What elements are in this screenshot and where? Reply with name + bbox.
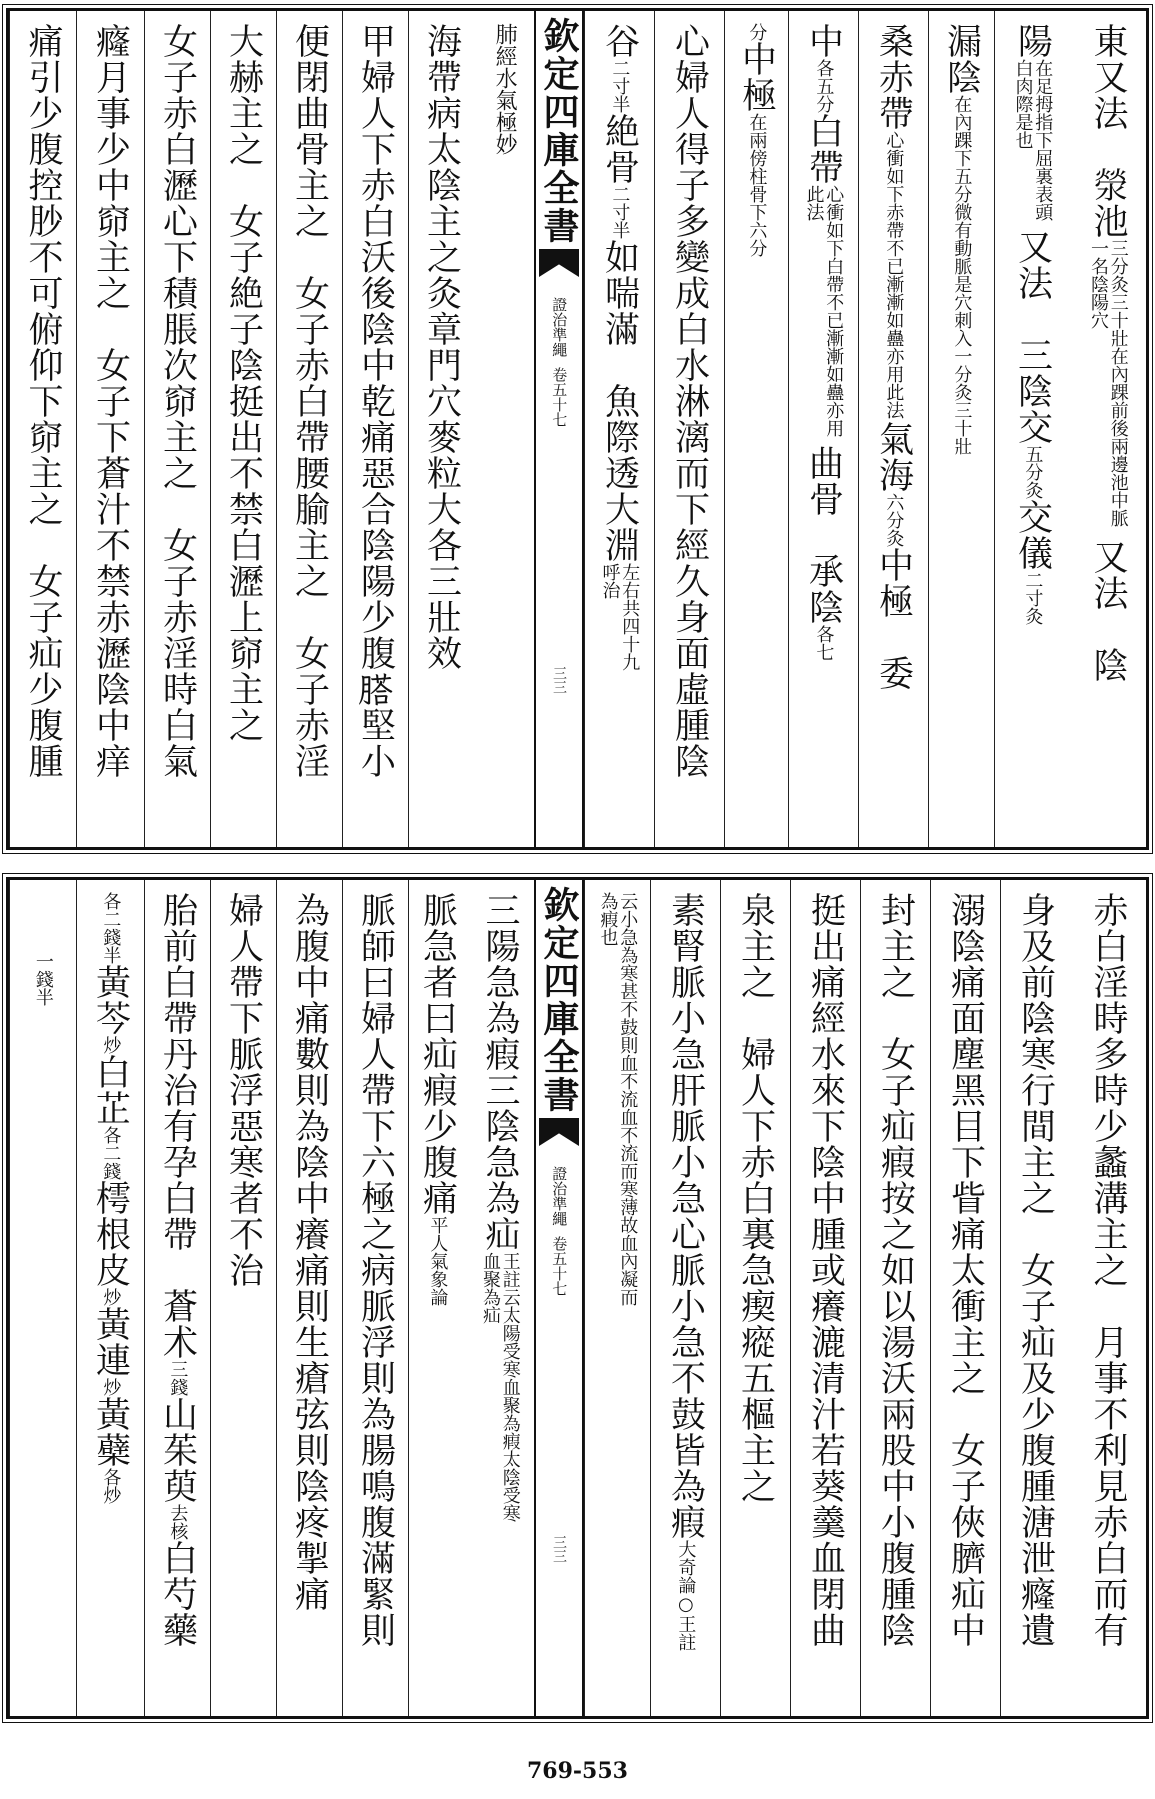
- column-main-text: 如喘滿 魚際透大淵: [599, 239, 640, 563]
- column-main-text: 女子赤白瀝心下積脹次窌主之 女子赤淫時白氣: [157, 23, 198, 779]
- column-main-text: 心婦人得子多變成白水淋漓而下經久身面虛腫陰: [669, 23, 710, 779]
- column-main-text: 氣海: [873, 421, 914, 493]
- text-column: [210, 880, 276, 1716]
- column-annotation: 二寸灸: [1022, 571, 1044, 625]
- column-annotation: 分: [746, 23, 768, 41]
- column-main-text: 又法 三陰交: [1012, 229, 1053, 445]
- column-annotation: 心衝如下白帶不已漸漸如蠱亦用此法: [803, 185, 845, 437]
- column-main-text: 為腹中痛數則為陰中癢痛則生瘡弦則陰疼掣痛: [289, 892, 330, 1612]
- fishtail-mark-icon: [539, 1118, 579, 1146]
- column-annotation: 各七: [813, 625, 835, 661]
- column-main-text: 痛引少腹控䏚不可俯仰下窌主之 女子疝少腹腫: [23, 23, 63, 779]
- volume-label: 卷五十七: [550, 367, 569, 427]
- top-page-panel: [6, 8, 1149, 850]
- text-column: [860, 880, 930, 1716]
- column-main-text: 脈急者曰疝瘕少腹痛: [417, 892, 458, 1216]
- column-main-text: 又法 陰: [1088, 539, 1128, 683]
- column-main-text: 山茱萸: [157, 1396, 198, 1504]
- column-annotation: 在內踝下五分微有動脈是穴刺入一分灸三十壯: [951, 95, 973, 455]
- text-column: [276, 11, 342, 847]
- text-column: [650, 880, 720, 1716]
- text-column: [654, 11, 724, 847]
- column-annotation: 二寸半: [609, 185, 631, 239]
- column-main-text: 白芍藥: [157, 1540, 198, 1648]
- column-annotation: 各二錢半: [100, 892, 122, 964]
- column-annotation: 二寸半: [609, 59, 631, 113]
- column-annotation: 炒: [100, 1378, 122, 1396]
- column-annotation: 三分灸三十壯在內踝前後兩邊池中脈一名陰陽穴: [1088, 239, 1129, 527]
- column-annotation: 心衝如下赤帶不已漸漸如蠱亦用此法: [883, 131, 905, 419]
- text-column: [276, 880, 342, 1716]
- column-annotation: 在兩傍柱骨下六分: [746, 113, 768, 257]
- column-main-text: 谷: [599, 23, 640, 59]
- column-annotation: 大奇論○王註: [675, 1540, 697, 1651]
- column-annotation: 五分灸: [1022, 445, 1044, 499]
- column-annotation: 云小急為寒甚不鼓則血不流血不流而寒薄故血內凝而為瘕也: [597, 892, 639, 1306]
- book-subtitle: 證治準繩: [550, 297, 569, 357]
- column-annotation: 各五分: [813, 59, 835, 113]
- text-column: [1000, 880, 1070, 1716]
- column-annotation: 各二錢: [100, 1126, 122, 1180]
- fishtail-mark-icon: [539, 249, 579, 277]
- column-main-text: 素腎脈小急肝脈小急心脈小急不鼓皆為瘕: [665, 892, 706, 1540]
- column-main-text: 東又法 滎池: [1088, 23, 1128, 239]
- text-column: [9, 880, 76, 1716]
- text-column: [584, 11, 654, 847]
- column-annotation: 三錢: [167, 1360, 189, 1396]
- text-column: [994, 11, 1070, 847]
- column-main-text: 漏陰: [941, 23, 982, 95]
- column-main-text: 曲骨 承陰: [803, 445, 844, 625]
- column-main-text: 白帶: [803, 113, 844, 185]
- column-main-text: 海帶病太陰主之灸章門穴麥粒大各三壯效: [421, 23, 462, 671]
- column-main-text: 絶骨: [599, 113, 640, 185]
- column-main-text: 溺陰痛面塵黑目下眥痛太衝主之 女子俠臍疝中: [945, 892, 986, 1648]
- text-column: [724, 11, 788, 847]
- column-main-text: 封主之 女子疝瘕按之如以湯沃兩股中小腹腫陰: [875, 892, 916, 1648]
- column-main-text: 脈師曰婦人帶下六極之病脈浮則為腸鳴腹滿緊則: [355, 892, 396, 1648]
- text-column: [342, 880, 408, 1716]
- text-column: [342, 11, 408, 847]
- column-main-text: 身及前陰寒行間主之 女子疝及少腹腫溏泄癃遺: [1015, 892, 1056, 1648]
- text-column: [210, 11, 276, 847]
- text-column: [584, 880, 650, 1716]
- column-main-text: 胎前白帶丹治有孕白帶 蒼术: [157, 892, 198, 1360]
- column-annotation: 在足拇指下屈裏表頭白肉際是也: [1012, 59, 1054, 221]
- text-column: [474, 11, 534, 847]
- text-column: [408, 880, 466, 1716]
- text-column: [76, 880, 144, 1716]
- column-main-text: 婦人帶下脈浮惡寒者不治: [223, 892, 264, 1288]
- text-column: [144, 11, 210, 847]
- leaf-number: 三三: [551, 1535, 567, 1563]
- column-main-text: 黃蘗: [90, 1396, 131, 1468]
- book-title: 欽定四庫全書: [538, 17, 580, 245]
- column-annotation: 各炒: [100, 1468, 122, 1504]
- text-column: [928, 11, 994, 847]
- leaf-number: 三三: [551, 666, 567, 694]
- column-main-text: 黃芩: [90, 964, 131, 1036]
- text-column: [1070, 880, 1146, 1716]
- column-main-text: 陽: [1012, 23, 1053, 59]
- center-band: [534, 880, 584, 1716]
- column-main-text: 中極 委: [873, 547, 914, 691]
- column-annotation: 去核: [167, 1504, 189, 1540]
- text-column: [720, 880, 790, 1716]
- book-subtitle: 證治準繩: [550, 1166, 569, 1226]
- column-main-text: 交儀: [1012, 499, 1053, 571]
- center-band: [534, 11, 584, 847]
- column-main-text: 白芷: [90, 1054, 131, 1126]
- volume-label: 卷五十七: [550, 1236, 569, 1296]
- column-annotation: 王註云太陽受寒血聚為瘕太陰受寒血聚為疝: [480, 1252, 521, 1522]
- column-main-text: 大赫主之 女子絶子陰挺出不禁白瀝上窌主之: [223, 23, 264, 743]
- text-column: [76, 11, 144, 847]
- page-number: 769-553: [527, 1758, 628, 1784]
- column-main-text: 挺出痛經水來下陰中腫或癢漉清汁若葵羹血閉曲: [805, 892, 846, 1648]
- text-column: [408, 11, 474, 847]
- column-annotation: 肺經水氣極妙: [492, 23, 518, 155]
- column-main-text: 桑赤帶: [873, 23, 914, 131]
- column-main-text: 赤白淫時多時少蠡溝主之 月事不利見赤白而有: [1088, 892, 1128, 1648]
- column-main-text: 中: [803, 23, 844, 59]
- text-column: [858, 11, 928, 847]
- column-main-text: 甲婦人下赤白沃後陰中乾痛惡合陰陽少腹𦞂堅小: [355, 23, 396, 779]
- column-main-text: 黃連: [90, 1306, 131, 1378]
- column-annotation: 炒: [100, 1288, 122, 1306]
- column-main-text: 便閉曲骨主之 女子赤白帶腰腧主之 女子赤淫: [289, 23, 330, 779]
- text-column: [790, 880, 860, 1716]
- text-column: [144, 880, 210, 1716]
- column-main-text: 泉主之 婦人下赤白裏急瘈瘲五樞主之: [735, 892, 776, 1504]
- column-annotation: 六分灸: [883, 493, 905, 547]
- text-column: [1070, 11, 1146, 847]
- text-column: [9, 11, 76, 847]
- column-main-text: 癃月事少中窌主之 女子下蒼汁不禁赤瀝陰中痒: [90, 23, 131, 779]
- column-annotation: 一錢半: [32, 952, 54, 1006]
- text-column: [930, 880, 1000, 1716]
- column-main-text: 三陽急為瘕三陰急為疝: [480, 892, 520, 1252]
- column-annotation: 平人氣象論: [427, 1216, 449, 1306]
- bottom-page-panel: [6, 877, 1149, 1719]
- column-annotation: 左右共四十九呼治: [599, 563, 641, 671]
- column-annotation: 炒: [100, 1036, 122, 1054]
- text-column: [788, 11, 858, 847]
- column-main-text: 中極: [736, 41, 777, 113]
- book-title: 欽定四庫全書: [538, 886, 580, 1114]
- column-main-text: 樗根皮: [90, 1180, 131, 1288]
- text-column: [466, 880, 534, 1716]
